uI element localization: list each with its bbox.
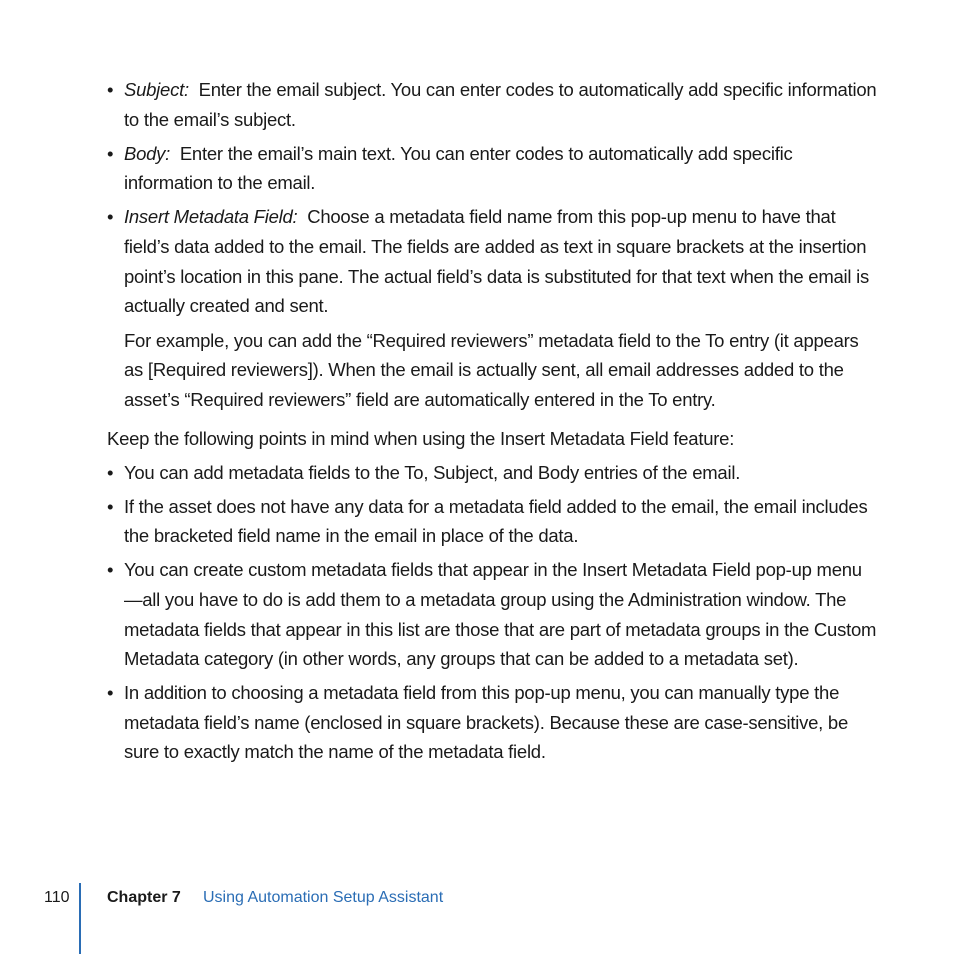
- example-paragraph: For example, you can add the “Required reviewers” metadata field to the To entry (it appears as [Required reviewers]). When the email is actually sent, all email addresses added to the asset’s “Required reviewers” field are automatically entered in the To entry.: [124, 329, 859, 410]
- point-text: In addition to choosing a metadata field from this pop-up menu, you can manually type the metadata field’s name (enclosed in square brackets). Because these are case-sensitive, be sure to exactly match the name of the metadata field.: [124, 682, 848, 763]
- list-item-subject: [107, 75, 877, 134]
- point-text: You can create custom metadata fields that appear in the Insert Metadata Field pop-up menu—all you have to do is add them to a metadata group using the Administration window. The metadata fields that appear in this list are those that are part of metadata groups in the Custom Metadata category (in other words, any groups that can be added to a metadata set).: [124, 559, 877, 670]
- description-subject: Enter the email subject. You can enter codes to automatically add specific information to the email’s subject.: [124, 79, 877, 130]
- description-insert-metadata-field: Choose a metadata field name from this pop-up menu to have that field’s data added to the email. The fields are added as text in square brackets at the insertion point’s location in this pane. The actual field’s data is substituted for that text when the email is actually created and sent.: [124, 206, 870, 317]
- footer-divider: [79, 883, 81, 954]
- bullet-glyph: •: [107, 79, 114, 100]
- list-item-insert-metadata-field: [107, 202, 877, 320]
- point-text: If the asset does not have any data for a metadata field added to the email, the email includes the bracketed field name in the email in place of the data.: [124, 495, 868, 547]
- list-item-point-2: [107, 492, 877, 551]
- bullet-glyph: •: [107, 461, 114, 483]
- main-content: [107, 75, 877, 772]
- term-subject: Subject:: [124, 79, 189, 100]
- list-item-point-4: [107, 678, 877, 767]
- bullet-glyph: •: [107, 206, 114, 228]
- point-text: You can add metadata fields to the To, Subject, and Body entries of the email.: [124, 461, 741, 483]
- page-number: 110: [44, 889, 70, 906]
- term-body: Body:: [124, 142, 171, 164]
- chapter-title-link[interactable]: Using Automation Setup Assistant: [203, 889, 444, 906]
- list-item-body: [107, 139, 877, 198]
- keep-in-mind-paragraph: Keep the following points in mind when using the Insert Metadata Field feature:: [107, 427, 735, 449]
- bullet-glyph: •: [107, 495, 114, 517]
- bullet-glyph: •: [107, 142, 114, 164]
- chapter-label: Chapter 7: [107, 889, 181, 906]
- bullet-glyph: •: [107, 682, 114, 704]
- list-item-point-3: [107, 555, 877, 673]
- list-item-point-1: [107, 458, 877, 488]
- bullet-glyph: •: [107, 559, 114, 581]
- description-body: Enter the email’s main text. You can enter codes to automatically add specific information to the email.: [124, 142, 793, 194]
- term-insert-metadata-field: Insert Metadata Field:: [124, 206, 298, 228]
